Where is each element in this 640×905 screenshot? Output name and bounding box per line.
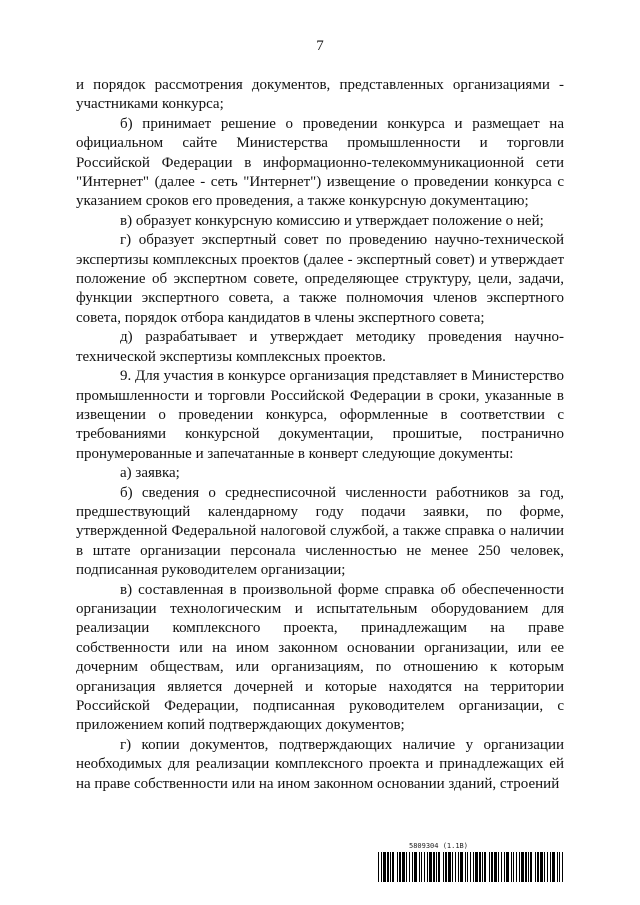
paragraph: и порядок рассмотрения документов, представленных организациями - участниками конкурса; xyxy=(76,77,564,113)
barcode-bar xyxy=(540,852,543,882)
barcode-bar xyxy=(530,852,532,882)
barcode-caption: 5809304 (1.1B) xyxy=(408,842,468,850)
barcode-bar xyxy=(506,852,509,882)
barcode-bar xyxy=(443,852,444,882)
page-number: 7 xyxy=(316,38,324,54)
barcode-bar xyxy=(455,852,456,882)
barcode-bar xyxy=(525,852,527,882)
barcode-bar xyxy=(412,852,413,882)
barcode-bar xyxy=(458,852,459,882)
barcode-bar xyxy=(429,852,432,882)
barcode-bar xyxy=(436,852,437,882)
barcode-bar xyxy=(559,852,560,882)
barcode-bar xyxy=(383,852,386,882)
barcode-bar xyxy=(399,852,401,882)
barcode-bar xyxy=(504,852,505,882)
barcode-bar xyxy=(419,852,420,882)
barcode-bar xyxy=(537,852,539,882)
barcode-bar xyxy=(460,852,463,882)
barcode-bar xyxy=(427,852,428,882)
barcode-bar xyxy=(519,852,520,882)
barcode-bar xyxy=(562,852,563,882)
barcode-bar xyxy=(489,852,490,882)
barcode-bar xyxy=(528,852,529,882)
paragraph: б) сведения о среднесписочной численности работников за год, предшествующий календарному году подачи заявки, по форме, утвержденной Федеральной налоговой службой, а также справка о наличии в штате организации персонала численностью не менее 250 человек, подписанная руководителем организации; xyxy=(76,484,564,579)
barcode-bar xyxy=(445,852,447,882)
barcode-bar xyxy=(409,852,410,882)
barcode-bar xyxy=(482,852,483,882)
barcode-bar xyxy=(484,852,486,882)
barcode-bar xyxy=(547,852,548,882)
barcode-bar xyxy=(550,852,551,882)
barcode-bar xyxy=(498,852,499,882)
paragraph: в) образует конкурсную комиссию и утверждает положение о ней; xyxy=(120,212,544,229)
barcode-bar xyxy=(516,852,517,882)
paragraph: г) образует экспертный совет по проведению научно-технической экспертизы комплексных проектов (далее - экспертный совет) и утверждает положение об экспертном совете, определяющее структуру, цели, задачи, функции экспертного совета, а также полномочия членов экспертного совета, порядок отбора кандидатов в члены экспертного совета; xyxy=(76,232,564,326)
barcode-bar xyxy=(452,852,453,882)
barcode-bar xyxy=(557,852,558,882)
barcode-bar xyxy=(397,852,398,882)
barcode-bar xyxy=(467,852,468,882)
barcode-block xyxy=(378,842,564,886)
barcode-bar xyxy=(544,852,545,882)
paragraph: 9. Для участия в конкурсе организация представляет в Министерство промышленности и торговли Российской Федерации в сроки, указанные в извещении о проведении конкурса, оформленные в соответствии с требованиями конкурсной документации, прошитые, постранично пронумерованные и запечатанные в конверт следующие документы: xyxy=(76,368,564,462)
barcode-bar xyxy=(381,852,382,882)
barcode-bar xyxy=(473,852,474,882)
barcode-icon xyxy=(378,852,564,882)
barcode-bar xyxy=(521,852,524,882)
body-text xyxy=(76,76,564,794)
barcode-bar xyxy=(535,852,536,882)
barcode-bar xyxy=(433,852,435,882)
barcode-bar xyxy=(465,852,466,882)
barcode-bar xyxy=(421,852,422,882)
barcode-bar xyxy=(513,852,514,882)
barcode-bar xyxy=(552,852,555,882)
barcode-bar xyxy=(448,852,451,882)
barcode-bar xyxy=(414,852,417,882)
barcode-bar xyxy=(470,852,471,882)
barcode-bar xyxy=(392,852,394,882)
barcode-bar xyxy=(406,852,407,882)
barcode-bar xyxy=(511,852,512,882)
barcode-bar xyxy=(402,852,405,882)
barcode-bar xyxy=(479,852,481,882)
barcode-bar xyxy=(387,852,389,882)
barcode-bar xyxy=(424,852,425,882)
barcode-bar xyxy=(491,852,493,882)
barcode-bar xyxy=(475,852,478,882)
barcode-bar xyxy=(378,852,379,882)
paragraph: д) разрабатывает и утверждает методику проведения научно-технической экспертизы комплексных проектов. xyxy=(76,329,564,365)
paragraph: а) заявка; xyxy=(120,465,180,482)
paragraph: б) принимает решение о проведении конкурса и размещает на официальном сайте Министерства промышленности и торговли Российской Федерации в информационно-телекоммуникационной сети "Интернет" (далее - сеть "Интернет") извещение о проведении конкурса с указанием сроков его проведения, а также конкурсную документацию; xyxy=(76,115,564,210)
barcode-bar xyxy=(390,852,391,882)
paragraph: в) составленная в произвольной форме справка об обеспеченности организации технологическим и испытательным оборудованием для реализации комплексного проекта, принадлежащим на праве собственности или на ином законном основании организации, или ее дочерним обществам, или организациям, по отношению к которым организация является дочерней и которые находятся на территории Российской Федерации, подписанная руководителем организации, с приложением копий подтверждающих документов; xyxy=(76,581,564,734)
barcode-bar xyxy=(501,852,502,882)
barcode-bar xyxy=(438,852,440,882)
barcode-bar xyxy=(494,852,497,882)
paragraph: г) копии документов, подтверждающих наличие у организации необходимых для реализации комплексного проекта и принадлежащих ей на праве собственности или на ином законном основании зданий, строений xyxy=(76,736,564,792)
